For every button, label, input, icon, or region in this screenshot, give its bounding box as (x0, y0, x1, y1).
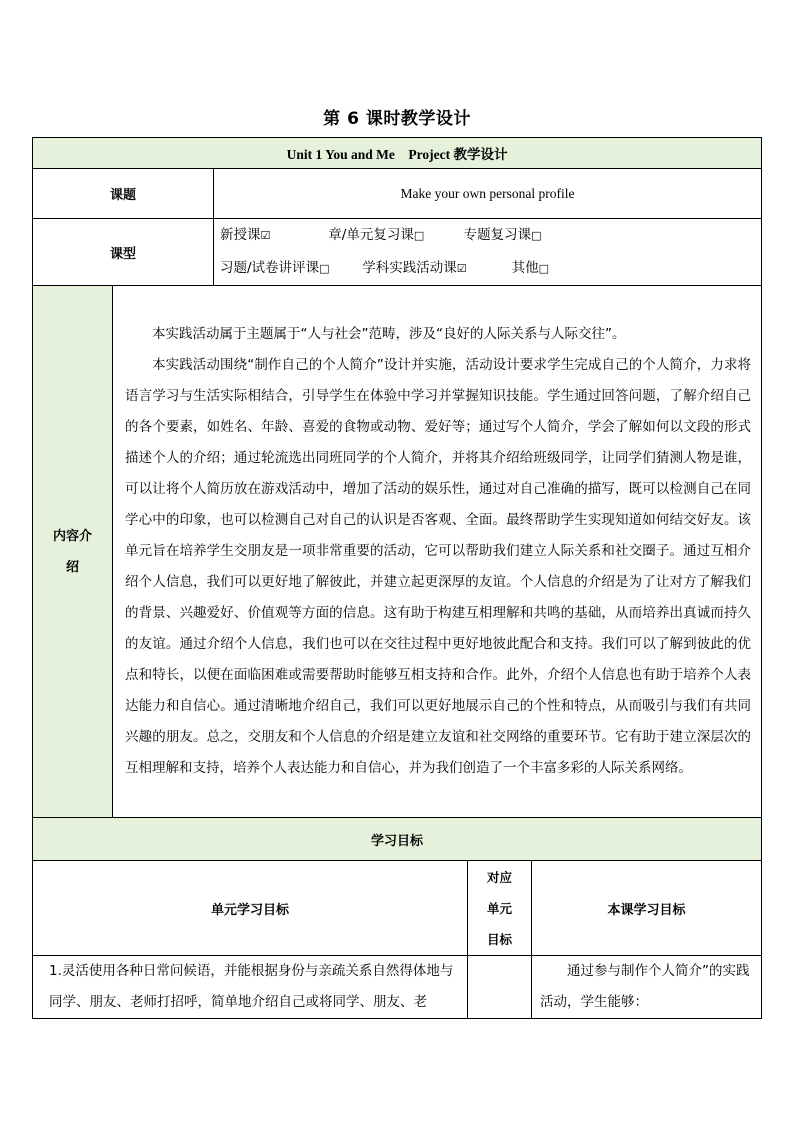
unchecked-box-icon: □ (319, 262, 330, 275)
lesson-design-table (32, 137, 762, 1019)
option-other: 其他□ (512, 252, 549, 285)
lesson-goals-header: 本课学习目标 (532, 861, 762, 956)
topic-value: Make your own personal profile (214, 169, 762, 219)
topic-label: 课题 (33, 169, 214, 219)
lesson-type-label: 课型 (33, 219, 214, 286)
unit-goals-header: 单元学习目标 (33, 861, 468, 956)
learning-goals-title: 学习目标 (33, 818, 762, 861)
unchecked-box-icon: □ (413, 229, 425, 242)
option-exercise-review: 习题/试卷讲评课□ (220, 252, 358, 285)
checked-box-icon: ☑ (456, 262, 467, 275)
lesson-type-line-2 (214, 252, 761, 285)
unit-header: Unit 1 You and Me Project 教学设计 (33, 138, 762, 169)
content-label: 内容介 绍 (33, 286, 113, 818)
option-unit-review: 章/单元复习课□ (328, 219, 459, 252)
lesson-type-line-1 (214, 219, 761, 252)
content-paragraph: 本实践活动围绕“制作自己的个人简介”设计并实施，活动设计要求学生完成自己的个人简介，力求将语言学习与生活实际相结合，引导学生在体验中学习并掌握知识技能。学生通过回答问题，了解介绍自己的各个要素，如姓名、年龄、喜爱的食物或动物、爱好等；通过写个人简介，学会了解如何以文段的形式描述个人的介绍；通过轮流选出同班同学的个人简介，并将其介绍给班级同学，让同学们猜测人物是谁，可以让将个人简历放在游戏活动中，增加了活动的娱乐性，通过对自己准确的描写，既可以检测自己在同学心中的印象，也可以检测自己对自己的认识是否客观、全面。最终帮助学生实现知道如何结交好友。该单元旨在培养学生交朋友是一项非常重要的活动，它可以帮助我们建立人际关系和社交圈子。通过互相介绍个人信息，我们可以更好地了解彼此，并建立起更深厚的友谊。个人信息的介绍是为了让对方了解我们的背景、兴趣爱好、价值观等方面的信息。这有助于构建互相理解和共鸣的基础，从而培养出真诚而持久的友谊。通过介绍个人信息，我们也可以在交往过程中更好地彼此配合和支持。我们可以了解到彼此的优点和特长，以便在面临困难或需要帮助时能够互相支持和合作。此外，介绍个人信息也有助于培养个人表达能力和自信心。通过清晰地介绍自己，我们可以更好地展示自己的个性和特点，从而吸引与我们有共同兴趣的朋友。总之，交朋友和个人信息的介绍是建立友谊和社交网络的重要环节。它有助于建立深层次的互相理解和支持，培养个人表达能力和自信心，并为我们创造了一个丰富多彩的人际关系网络。 (125, 357, 752, 776)
option-new-lesson: 新授课☑ (220, 219, 324, 252)
lesson-goal-text: 通过参与制作个人简介”的实践活动，学生能够： (540, 963, 750, 1010)
page-title: 第 6 课时教学设计 (323, 109, 471, 129)
option-practice-activity: 学科实践活动课☑ (362, 252, 507, 285)
unchecked-box-icon: □ (538, 262, 549, 275)
lesson-type-options (214, 219, 762, 286)
checked-box-icon: ☑ (260, 229, 271, 242)
content-body (113, 286, 762, 818)
lesson-goal-cell (532, 956, 762, 1019)
corresponding-goals-header: 对应 单元 目标 (468, 861, 532, 956)
content-paragraph: 本实践活动属于主题属于“人与社会”范畴，涉及“良好的人际关系与人际交往”。 (152, 326, 626, 342)
option-topic-review: 专题复习课□ (464, 219, 542, 252)
unchecked-box-icon: □ (531, 229, 542, 242)
unit-goal-text: 1.灵活使用各种日常问候语，并能根据身份与亲疏关系自然得体地与同学、朋友、老师打招呼，简单地介绍自己或将同学、朋友、老 (49, 963, 454, 1010)
corresponding-goal-cell (468, 956, 532, 1019)
unit-goal-cell (33, 956, 468, 1019)
